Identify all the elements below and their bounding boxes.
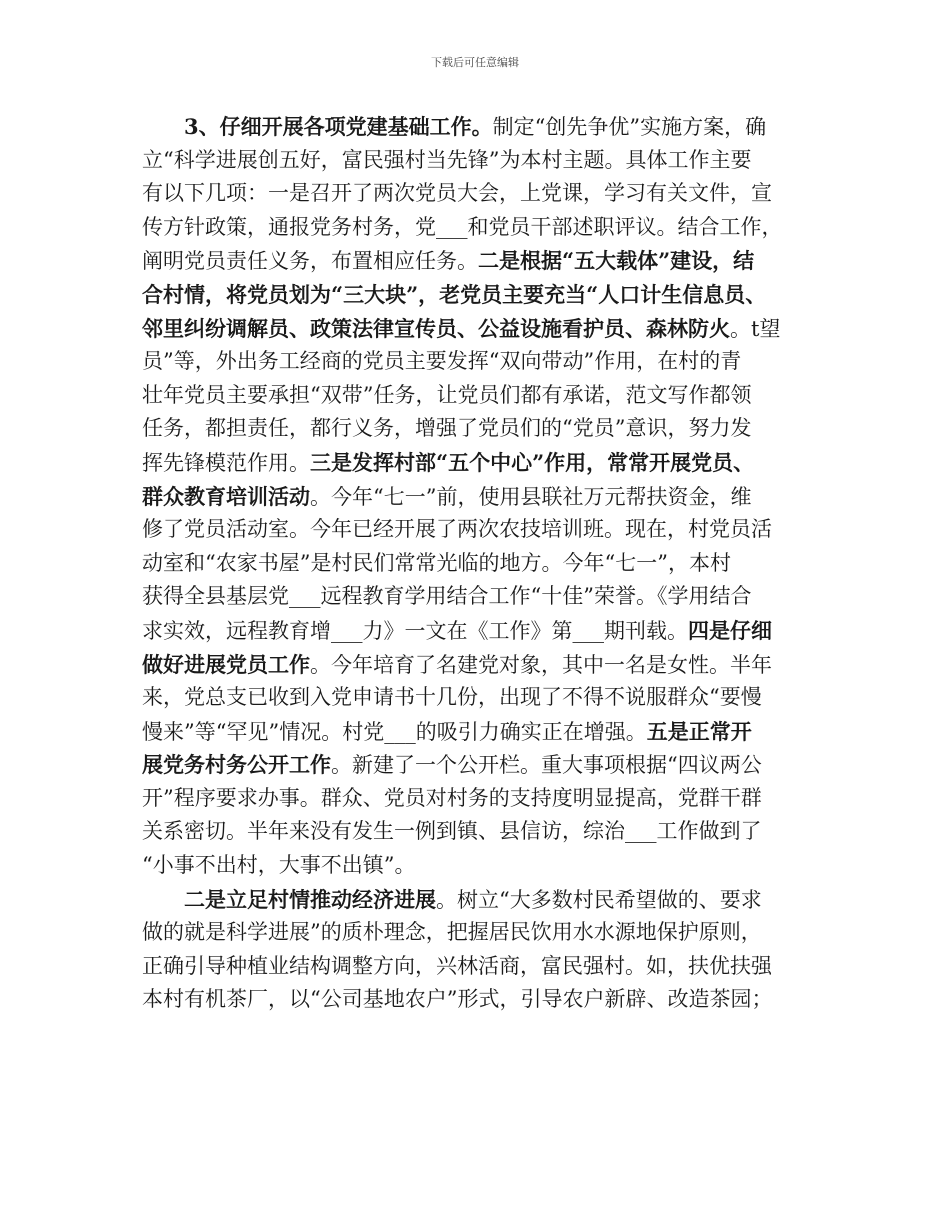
bold-text-segment: 二是根据“五大载体”建设，结: [478, 248, 755, 274]
text-segment: 立“科学进展创五好，富民强村当先锋”为本村主题。具体工作主要: [142, 147, 752, 172]
text-segment: “小事不出村，大事不出镇”。: [142, 853, 416, 878]
text-segment: 。今年“七一”前，使用县联社万元帮扶资金，维: [310, 484, 752, 509]
text-line: [142, 513, 832, 547]
bold-text-segment: 群众教育培训活动: [142, 483, 310, 509]
text-line: [142, 715, 832, 749]
text-line: [142, 916, 832, 950]
text-line: [142, 177, 832, 211]
text-segment: 求实效，远程教育增___力》一文在《工作》第___期刊载。: [142, 618, 688, 643]
bold-text-segment: 3、仔细开展各项党建基础工作。: [184, 114, 493, 139]
text-line: [142, 244, 832, 278]
text-line: [142, 412, 832, 446]
text-line: [142, 849, 832, 883]
document-body: [142, 110, 832, 1017]
text-line: [142, 379, 832, 413]
text-segment: 。新建了一个公开栏。重大事项根据“四议两公: [331, 753, 762, 778]
text-line: [142, 278, 832, 312]
text-segment: 。今年培育了名建党对象，其中一名是女性。半年: [310, 652, 772, 677]
text-line: [142, 446, 832, 480]
text-segment: 本村有机茶厂，以“公司基地农户”形式，引导农户新辟、改造茶园；: [142, 987, 773, 1012]
text-segment: 来，党总支已收到入党申请书十几份，出现了不得不说服群众“要慢: [142, 685, 762, 710]
text-line: [142, 782, 832, 816]
bold-text-segment: 五是正常开: [646, 718, 752, 744]
text-segment: 有以下几项：一是召开了两次党员大会，上党课，学习有关文件，宣: [142, 181, 772, 206]
text-segment: 员”等，外出务工经商的党员主要发挥“双向带动”作用，在村的青: [142, 349, 742, 374]
bold-text-segment: 四是仔细: [688, 617, 772, 643]
bold-text-segment: 邻里纠纷调解员、政策法律宣传员、公益设施看护员、森林防火: [142, 315, 730, 341]
bold-text-segment: 二是立足村情推动经济进展: [184, 886, 436, 912]
text-line: [142, 144, 832, 178]
bold-text-segment: 合村情，将党员划为“三大块”，老党员主要充当“人口计生信息员、: [142, 281, 767, 307]
text-segment: 做的就是科学进展”的质朴理念，把握居民饮用水水源地保护原则，: [142, 920, 762, 945]
text-line: [142, 748, 832, 782]
bold-text-segment: 三是发挥村部“五个中心”作用，常常开展党员、: [310, 449, 755, 475]
text-line: [142, 480, 832, 514]
text-line: [142, 614, 832, 648]
text-line: [142, 681, 832, 715]
page-header: 下载后可任意编辑: [431, 56, 519, 69]
text-segment: 正确引导种植业结构调整方向，兴林活商，富民强村。如，扶优扶强: [142, 953, 772, 978]
text-line: [142, 345, 832, 379]
text-segment: 。树立“大多数村民希望做的、要求: [436, 887, 762, 912]
text-segment: 挥先锋模范作用。: [142, 450, 310, 475]
text-line: [142, 580, 832, 614]
text-segment: 阐明党员责任义务，布置相应任务。: [142, 249, 478, 274]
bold-text-segment: 展党务村务公开工作: [142, 752, 331, 778]
text-segment: 获得全县基层党___远程教育学用结合工作“十佳”荣誉。《学用结合: [142, 584, 752, 609]
text-line: [142, 883, 832, 917]
text-line: [142, 312, 832, 346]
text-segment: 关系密切。半年来没有发生一例到镇、县信访，综治___工作做到了: [142, 819, 762, 844]
text-segment: 制定“创先争优”实施方案，确: [492, 115, 767, 139]
text-line: [142, 110, 832, 144]
text-segment: 修了党员活动室。今年已经开展了两次农技培训班。现在，村党员活: [142, 517, 772, 542]
text-line: [142, 950, 832, 984]
text-line: [142, 648, 832, 682]
text-segment: 传方针政策，通报党务村务，党___和党员干部述职评议。结合工作，: [142, 214, 783, 239]
bold-text-segment: 做好进展党员工作: [142, 651, 310, 677]
text-line: [142, 983, 832, 1017]
text-segment: 任务，都担责任，都行义务，增强了党员们的“党员”意识，努力发: [142, 416, 752, 441]
text-line: [142, 211, 832, 245]
text-segment: 动室和“农家书屋”是村民们常常光临的地方。今年“七一”，本村: [142, 550, 731, 575]
text-line: [142, 547, 832, 581]
text-segment: 壮年党员主要承担“双带”任务，让党员们都有承诺，范文写作都领: [142, 382, 752, 407]
text-line: [142, 815, 832, 849]
text-segment: 。t望: [730, 316, 781, 341]
text-segment: 慢来”等“罕见”情况。村党___的吸引力确实正在增强。: [142, 719, 647, 744]
text-segment: 开”程序要求办事。群众、党员对村务的支持度明显提高，党群干群: [142, 785, 762, 810]
